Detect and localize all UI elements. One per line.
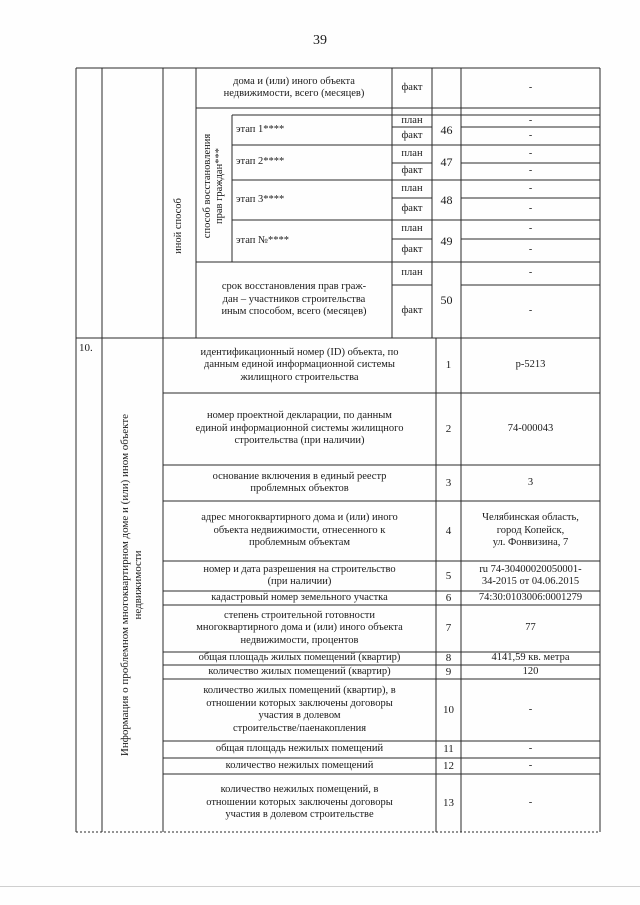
row-value bbox=[461, 393, 600, 465]
stage-label: этап 1**** bbox=[236, 123, 285, 135]
row-value bbox=[461, 774, 600, 832]
row-label-line: участия в долевом bbox=[258, 710, 341, 721]
row-label bbox=[163, 591, 436, 605]
row-label bbox=[163, 393, 436, 465]
row-number: 4 bbox=[445, 524, 452, 537]
stage-label: этап №**** bbox=[236, 234, 290, 246]
row-label-line: номер и дата разрешения на строительство bbox=[203, 563, 396, 575]
stage-value-fact: - bbox=[528, 202, 533, 214]
row-value-line: р-5213 bbox=[515, 359, 546, 371]
sub-label-restore bbox=[202, 134, 226, 238]
row-value bbox=[461, 741, 600, 758]
row-value bbox=[461, 591, 600, 605]
row-value-line: - bbox=[528, 743, 533, 755]
stage-value-plan: - bbox=[528, 114, 533, 126]
stage-label: этап 3**** bbox=[236, 193, 285, 205]
row-value bbox=[461, 501, 600, 561]
row-label bbox=[163, 774, 436, 832]
row-label-line: количество нежилых помещений bbox=[225, 759, 374, 771]
row-value-line: 77 bbox=[525, 622, 536, 634]
page-number: 39 bbox=[313, 33, 327, 48]
stage-num: 46 bbox=[440, 122, 453, 137]
row-label-line: номер проектной декларации, по данным bbox=[207, 410, 392, 422]
top-label bbox=[196, 68, 392, 108]
row-label-line: отношении которых заключены договоры bbox=[206, 796, 393, 808]
stage-value-plan: - bbox=[528, 223, 533, 235]
row-value-line: 74:30:0103006:0001279 bbox=[478, 591, 583, 603]
row-label-line: строительства (при наличии) bbox=[234, 435, 365, 447]
vertical-label-line: Информация о проблемном многоквартирном доме и (или) ином объекте bbox=[119, 413, 131, 757]
stage-value-plan: - bbox=[528, 182, 533, 194]
row-label-line: адрес многоквартирного дома и (или) иного bbox=[201, 512, 398, 524]
row-value-line: 34-2015 от 04.06.2015 bbox=[481, 576, 580, 587]
row-value bbox=[461, 465, 600, 501]
stage-value-fact: - bbox=[528, 165, 533, 177]
stage-plan: план bbox=[401, 223, 423, 235]
row-value bbox=[461, 605, 600, 652]
page-bottom-rule bbox=[0, 886, 640, 887]
row-number: 11 bbox=[443, 743, 454, 756]
stage-fact: факт bbox=[401, 129, 423, 141]
term-label-line: срок восстановления прав граж- bbox=[221, 281, 367, 293]
row-value-line: - bbox=[528, 703, 533, 715]
row-label-line: многоквартирного дома и (или) иного объекта bbox=[196, 622, 403, 634]
row-number: 8 bbox=[445, 652, 452, 665]
top-value: - bbox=[528, 81, 533, 93]
row-label-line: идентификационный номер (ID) объекта, по bbox=[200, 346, 399, 358]
row-label-line: общая площадь жилых помещений (квартир) bbox=[198, 652, 401, 664]
section10-vertical-label bbox=[119, 414, 145, 756]
term-label bbox=[196, 262, 392, 338]
stage-num: 48 bbox=[440, 192, 453, 207]
row-label bbox=[163, 605, 436, 652]
row-number: 6 bbox=[445, 591, 452, 604]
row-label bbox=[163, 679, 436, 741]
row-number: 5 bbox=[445, 569, 452, 582]
row-label-line: проблемных объектов bbox=[250, 483, 349, 494]
row-value-line: 74-000043 bbox=[507, 422, 554, 434]
top-label-line: недвижимости, всего (месяцев) bbox=[223, 88, 365, 99]
term-fact: факт bbox=[401, 305, 423, 317]
section-number: 10. bbox=[79, 342, 93, 354]
top-fact: факт bbox=[401, 81, 423, 93]
term-plan: план bbox=[401, 267, 423, 279]
row-label bbox=[163, 338, 436, 393]
row-number: 3 bbox=[445, 476, 452, 489]
row-label-line: недвижимости, процентов bbox=[240, 634, 359, 646]
row-value-line: 4141,59 кв. метра bbox=[491, 652, 570, 664]
row-value-line: ru 74-30400020050001- bbox=[479, 563, 582, 575]
row-number: 10 bbox=[443, 703, 454, 716]
row-value bbox=[461, 561, 600, 591]
term-num: 50 bbox=[440, 292, 453, 307]
term-label-line: дан – участников строительства bbox=[222, 293, 366, 305]
row-label-line: кадастровый номер земельного участка bbox=[211, 591, 388, 603]
term-value-fact: - bbox=[528, 305, 533, 317]
stage-label: этап 2**** bbox=[236, 156, 285, 168]
row-label-line: участия в долевом строительстве bbox=[225, 809, 374, 821]
row-label-line: количество жилых помещений (квартир), в bbox=[203, 685, 396, 696]
row-value-line: город Копейск, bbox=[496, 524, 565, 536]
row-label-line: жилищного строительства bbox=[240, 371, 359, 383]
row-label-line: данным единой информационной системы bbox=[204, 359, 395, 371]
group-label-other: иной способ bbox=[172, 198, 184, 254]
row-number: 13 bbox=[443, 796, 454, 809]
row-number: 1 bbox=[445, 359, 452, 372]
stage-fact: факт bbox=[401, 165, 423, 177]
stage-value-fact: - bbox=[528, 129, 533, 141]
row-value-line: - bbox=[528, 796, 533, 808]
stage-plan: план bbox=[401, 114, 423, 126]
row-value-line: 3 bbox=[527, 476, 534, 488]
sub-label-line: прав граждан*** bbox=[214, 148, 225, 224]
stage-plan: план bbox=[401, 182, 423, 194]
row-label-line: строительстве/паенакопления bbox=[232, 722, 367, 734]
row-number: 12 bbox=[443, 759, 454, 772]
row-label-line: количество жилых помещений (квартир) bbox=[208, 665, 391, 677]
row-label-line: (при наличии) bbox=[267, 576, 332, 587]
top-label-line: дома и (или) иного объекта bbox=[233, 75, 355, 87]
row-value bbox=[461, 652, 600, 665]
stage-num: 47 bbox=[440, 155, 453, 170]
stage-plan: план bbox=[401, 147, 423, 159]
row-label bbox=[163, 665, 436, 679]
stage-num: 49 bbox=[440, 233, 453, 248]
stage-value-fact: - bbox=[528, 244, 533, 256]
row-value bbox=[461, 758, 600, 774]
row-value bbox=[461, 665, 600, 679]
row-value-line: 120 bbox=[522, 665, 539, 677]
row-label-line: количество нежилых помещений, в bbox=[220, 784, 379, 796]
stage-fact: факт bbox=[401, 244, 423, 256]
term-label-line: иным способом, всего (месяцев) bbox=[221, 306, 367, 318]
row-label-line: общая площадь нежилых помещений bbox=[215, 743, 384, 755]
vertical-label-line: недвижимости bbox=[132, 550, 144, 620]
row-value-line: Челябинская область, bbox=[482, 512, 579, 524]
row-label-line: проблемным объектам bbox=[248, 537, 351, 549]
row-label-line: отношении которых заключены договоры bbox=[206, 697, 393, 709]
row-label bbox=[163, 758, 436, 774]
row-label-line: степень строительной готовности bbox=[224, 609, 375, 621]
row-number: 7 bbox=[445, 622, 452, 635]
row-number: 9 bbox=[445, 665, 452, 678]
row-label-line: единой информационной системы жилищного bbox=[195, 422, 404, 434]
row-number: 2 bbox=[445, 422, 452, 435]
row-label-line: основание включения в единый реестр bbox=[212, 470, 387, 482]
row-label bbox=[163, 652, 436, 665]
stage-value-plan: - bbox=[528, 147, 533, 159]
row-value-line: - bbox=[528, 759, 533, 771]
row-value bbox=[461, 679, 600, 741]
row-label bbox=[163, 501, 436, 561]
row-label-line: объекта недвижимости, отнесенного к bbox=[213, 524, 386, 536]
row-value bbox=[461, 338, 600, 393]
sub-label-line: способ восстановления bbox=[202, 133, 213, 239]
term-value-plan: - bbox=[528, 267, 533, 279]
stage-fact: факт bbox=[401, 202, 423, 214]
row-label bbox=[163, 465, 436, 501]
row-label bbox=[163, 741, 436, 758]
row-label bbox=[163, 561, 436, 591]
row-value-line: ул. Фонвизина, 7 bbox=[492, 537, 569, 549]
